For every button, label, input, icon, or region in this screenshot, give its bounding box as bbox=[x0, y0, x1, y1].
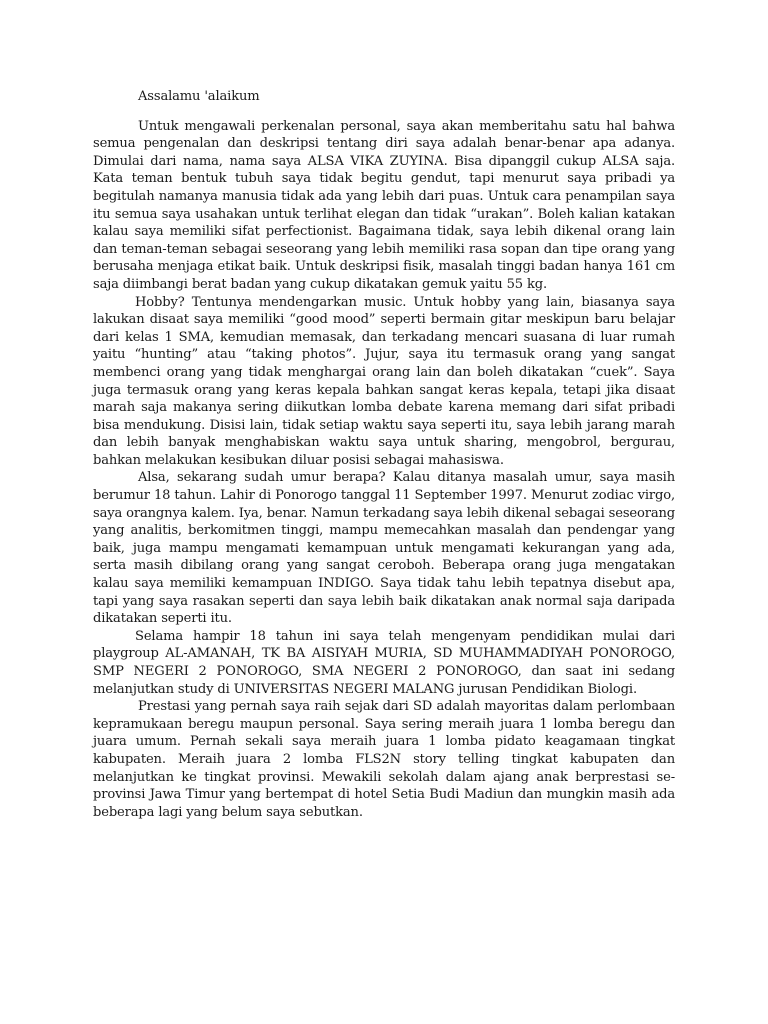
greeting: Assalamu 'alaikum bbox=[138, 89, 260, 104]
document-body bbox=[93, 88, 675, 821]
paragraph-achievements: Prestasi yang pernah saya raih sejak dari SD adalah mayoritas dalam perlombaan kepramukaan beregu maupun personal. Saya sering meraih juara 1 lomba beregu dan juara umum. Pernah sekali saya meraih juara 1 lomba pidato keagamaan tingkat kabupaten. Meraih juara 2 lomba FLS2N story telling tingkat kabupaten dan melanjutkan ke tingkat provinsi. Mewakili sekolah dalam ajang anak berprestasi se-provinsi Jawa Timur yang bertempat di hotel Setia Budi Madiun dan mungkin masih ada beberapa lagi yang belum saya sebutkan. bbox=[93, 699, 675, 820]
paragraph-hobby: Hobby? Tentunya mendengarkan music. Untuk hobby yang lain, biasanya saya lakukan disaat saya memiliki “good mood” seperti bermain gitar meskipun baru belajar dari kelas 1 SMA, kemudian memasak, dan terkadang mencari suasana di luar rumah yaitu “hunting” atau “taking photos”. Jujur, saya itu termasuk orang yang sangat membenci orang yang tidak menghargai orang lain dan boleh dikatakan “cuek”. Saya juga termasuk orang yang keras kepala bahkan sangat keras kepala, tetapi jika disaat marah saja makanya sering diikutkan lomba debate karena memang dari sifat pribadi bisa mendukung. Disisi lain, tidak setiap waktu saya seperti itu, saya lebih jarang marah dan lebih banyak menghabiskan waktu saya untuk sharing, mengobrol, bergurau, bahkan melakukan kesibukan diluar posisi sebagai mahasiswa. bbox=[93, 294, 675, 468]
paragraph-introduction: Untuk mengawali perkenalan personal, saya akan memberitahu satu hal bahwa semua pengenalan dan deskripsi tentang diri saya adalah benar-benar apa adanya. Dimulai dari nama, nama saya ALSA VIKA ZUYINA. Bisa dipanggil cukup ALSA saja. Kata teman bentuk tubuh saya tidak begitu gendut, tapi menurut saya pribadi ya begitulah namanya manusia tidak ada yang lebih dari puas. Untuk cara penampilan saya itu semua saya usahakan untuk terlihat elegan dan tidak “urakan”. Boleh kalian katakan kalau saya memiliki sifat perfectionist. Bagaimana tidak, saya lebih dikenal orang lain dan teman-teman sebagai seseorang yang lebih memiliki rasa sopan dan tipe orang yang berusaha menjaga etikat baik. Untuk deskripsi fisik, masalah tinggi badan hanya 161 cm saja diimbangi berat badan yang cukup dikatakan gemuk yaitu 55 kg. bbox=[93, 118, 675, 292]
paragraph-age: Alsa, sekarang sudah umur berapa? Kalau ditanya masalah umur, saya masih berumur 18 tahun. Lahir di Ponorogo tanggal 11 September 1997. Menurut zodiac virgo, saya orangnya kalem. Iya, benar. Namun terkadang saya lebih dikenal sebagai seseorang yang analitis, berkomitmen tinggi, mampu memecahkan masalah dan pendengar yang baik, juga mampu mengamati kemampuan untuk mengamati kekurangan yang ada, serta masih dibilang orang yang sangat ceroboh. Beberapa orang juga mengatakan kalau saya memiliki kemampuan INDIGO. Saya tidak tahu lebih tepatnya disebut apa, tapi yang saya rasakan seperti dan saya lebih baik dikatakan anak normal saja daripada dikatakan seperti itu. bbox=[93, 470, 675, 627]
paragraph-education: Selama hampir 18 tahun ini saya telah mengenyam pendidikan mulai dari playgroup AL-AMANAH, TK BA AISIYAH MURIA, SD MUHAMMADIYAH PONOROGO, SMP NEGERI 2 PONOROGO, SMA NEGERI 2 PONOROGO, dan saat ini sedang melanjutkan study di UNIVERSITAS NEGERI MALANG jurusan Pendidikan Biologi. bbox=[93, 628, 675, 697]
